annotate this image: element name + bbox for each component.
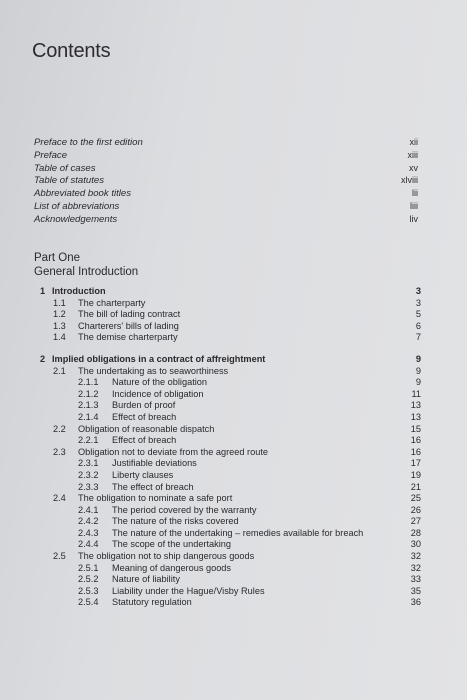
section-entry bbox=[40, 424, 421, 436]
page-number: 28 bbox=[410, 527, 421, 538]
section-entry bbox=[40, 332, 421, 344]
table-of-contents bbox=[40, 286, 421, 609]
entry-title: The scope of the undertaking bbox=[112, 539, 232, 550]
entry-title: Burden of proof bbox=[112, 400, 176, 411]
section-entry bbox=[40, 551, 421, 563]
front-matter-item bbox=[34, 175, 418, 188]
entry-number: 2.3.2 bbox=[78, 469, 99, 480]
section-entry bbox=[40, 321, 421, 333]
front-matter-item bbox=[34, 188, 418, 201]
page-number: 6 bbox=[415, 320, 421, 331]
chapter-number: 2 bbox=[40, 353, 46, 364]
section-entry bbox=[40, 298, 421, 310]
page-number: xii bbox=[409, 137, 418, 147]
subsection-entry bbox=[40, 586, 421, 598]
subsection-entry bbox=[40, 435, 421, 447]
front-matter-item bbox=[34, 201, 418, 214]
page-number: 13 bbox=[410, 400, 421, 411]
entry-number: 2.1.3 bbox=[78, 400, 99, 411]
subsection-entry bbox=[40, 563, 421, 575]
part-title: General Introduction bbox=[34, 266, 139, 278]
entry-title: Charterers' bills of lading bbox=[78, 320, 179, 331]
entry-title: Obligation not to deviate from the agreed route bbox=[78, 446, 268, 457]
page-number: 32 bbox=[410, 551, 421, 562]
entry-title: Liability under the Hague/Visby Rules bbox=[112, 585, 265, 596]
entry-number: 2.5.4 bbox=[78, 597, 99, 608]
entry-number: 2.5.2 bbox=[78, 574, 99, 585]
page-number: 11 bbox=[411, 388, 421, 399]
front-matter-list bbox=[34, 137, 418, 227]
entry-title: Obligation of reasonable dispatch bbox=[78, 423, 215, 434]
subsection-entry bbox=[40, 400, 421, 412]
page-number: liii bbox=[410, 200, 418, 211]
front-matter-item bbox=[34, 163, 418, 176]
page-title: Contents bbox=[32, 40, 111, 62]
entry-title: The obligation not to ship dangerous goods bbox=[78, 551, 255, 562]
entry-number: 1.3 bbox=[53, 320, 66, 331]
entry-title: Nature of the obligation bbox=[112, 377, 208, 388]
entry-title: Preface bbox=[34, 149, 68, 161]
page-number: 15 bbox=[410, 423, 421, 434]
page-number: 19 bbox=[410, 469, 421, 480]
page-number: liv bbox=[409, 213, 418, 224]
page-number: xlviii bbox=[401, 175, 418, 186]
page-number: xv bbox=[409, 162, 418, 173]
subsection-entry bbox=[40, 539, 421, 551]
part-heading bbox=[34, 251, 138, 279]
section-entry bbox=[40, 366, 421, 378]
entry-number: 2.4 bbox=[53, 493, 66, 504]
page-number: 27 bbox=[410, 516, 421, 527]
page-number: 7 bbox=[415, 332, 421, 343]
entry-number: 2.3.1 bbox=[78, 458, 99, 469]
chapter-spacer bbox=[40, 344, 421, 354]
page-number: 33 bbox=[410, 574, 421, 585]
entry-number: 1.1 bbox=[53, 297, 66, 308]
entry-number: 2.3.3 bbox=[78, 481, 99, 492]
entry-number: 2.3 bbox=[53, 446, 66, 457]
entry-number: 1.4 bbox=[53, 332, 66, 343]
front-matter-item bbox=[34, 150, 418, 163]
subsection-entry bbox=[40, 412, 421, 424]
entry-title: Table of statutes bbox=[34, 175, 105, 187]
entry-number: 2.4.4 bbox=[78, 539, 99, 550]
chapter-entry bbox=[40, 286, 421, 298]
page-number: 26 bbox=[410, 504, 421, 515]
entry-title: The period covered by the warranty bbox=[112, 504, 257, 515]
page-number: 5 bbox=[415, 309, 421, 320]
front-matter-item bbox=[34, 137, 418, 150]
subsection-entry bbox=[40, 482, 421, 494]
entry-number: 2.2 bbox=[53, 423, 66, 434]
subsection-entry bbox=[40, 597, 421, 609]
entry-number: 2.4.1 bbox=[78, 504, 99, 515]
entry-title: Nature of liability bbox=[112, 574, 180, 585]
entry-number: 2.2.1 bbox=[78, 435, 99, 446]
entry-title: List of abbreviations bbox=[34, 200, 120, 212]
page-number: lii bbox=[412, 188, 418, 199]
entry-number: 2.1.2 bbox=[78, 388, 99, 399]
entry-number: 2.4.3 bbox=[78, 527, 99, 538]
entry-title: Incidence of obligation bbox=[112, 388, 204, 399]
entry-title: Effect of breach bbox=[112, 411, 177, 422]
chapter-entry bbox=[40, 354, 421, 366]
section-entry bbox=[40, 447, 421, 459]
entry-number: 2.5.3 bbox=[78, 585, 99, 596]
page-number: 35 bbox=[410, 585, 421, 596]
entry-title: Statutory regulation bbox=[112, 597, 192, 608]
page-number: 3 bbox=[415, 297, 421, 308]
entry-title: The obligation to nominate a safe port bbox=[78, 493, 233, 504]
subsection-entry bbox=[40, 470, 421, 482]
entry-title: The demise charterparty bbox=[78, 332, 178, 343]
page-number: xiii bbox=[407, 149, 418, 160]
subsection-entry bbox=[40, 458, 421, 470]
entry-title: Acknowledgements bbox=[34, 213, 118, 225]
part-number: Part One bbox=[34, 252, 81, 264]
chapter-title: Introduction bbox=[52, 286, 106, 296]
page-number: 32 bbox=[410, 562, 421, 573]
entry-title: The nature of the risks covered bbox=[112, 516, 239, 527]
chapter-title: Implied obligations in a contract of affreightment bbox=[52, 353, 266, 364]
entry-number: 2.4.2 bbox=[78, 516, 99, 527]
entry-title: Abbreviated book titles bbox=[34, 188, 132, 200]
entry-title: Effect of breach bbox=[112, 435, 177, 446]
entry-number: 2.1.1 bbox=[78, 377, 99, 388]
entry-number: 2.1.4 bbox=[78, 411, 99, 422]
entry-number: 2.1 bbox=[53, 365, 66, 376]
entry-title: The nature of the undertaking – remedies available for breach bbox=[112, 527, 364, 538]
page-number: 16 bbox=[410, 435, 421, 446]
page-number: 16 bbox=[410, 446, 421, 457]
entry-title: Preface to the first edition bbox=[34, 137, 143, 148]
page-number: 21 bbox=[410, 481, 421, 492]
subsection-entry bbox=[40, 377, 421, 389]
subsection-entry bbox=[40, 389, 421, 401]
page-number: 36 bbox=[410, 597, 421, 608]
subsection-entry bbox=[40, 505, 421, 517]
page-number: 13 bbox=[410, 411, 421, 422]
entry-title: The undertaking as to seaworthiness bbox=[78, 365, 229, 376]
page-number: 17 bbox=[410, 458, 421, 469]
subsection-entry bbox=[40, 528, 421, 540]
entry-number: 2.5 bbox=[53, 551, 66, 562]
page-number: 9 bbox=[415, 353, 421, 364]
entry-title: The effect of breach bbox=[112, 481, 194, 492]
entry-title: Table of cases bbox=[34, 162, 96, 174]
entry-title: Liberty clauses bbox=[112, 469, 174, 480]
subsection-entry bbox=[40, 516, 421, 528]
chapter-number: 1 bbox=[40, 286, 46, 296]
page-number: 3 bbox=[415, 286, 421, 296]
front-matter-item bbox=[34, 214, 418, 227]
page-number: 9 bbox=[415, 377, 421, 388]
section-entry bbox=[40, 309, 421, 321]
entry-number: 1.2 bbox=[53, 309, 66, 320]
page-number: 9 bbox=[415, 365, 421, 376]
page-number: 30 bbox=[410, 539, 421, 550]
section-entry bbox=[40, 493, 421, 505]
entry-title: Justifiable deviations bbox=[112, 458, 197, 469]
entry-title: Meaning of dangerous goods bbox=[112, 562, 232, 573]
entry-title: The bill of lading contract bbox=[78, 309, 181, 320]
subsection-entry bbox=[40, 574, 421, 586]
page-number: 25 bbox=[410, 493, 421, 504]
entry-number: 2.5.1 bbox=[78, 562, 99, 573]
entry-title: The charterparty bbox=[78, 297, 146, 308]
